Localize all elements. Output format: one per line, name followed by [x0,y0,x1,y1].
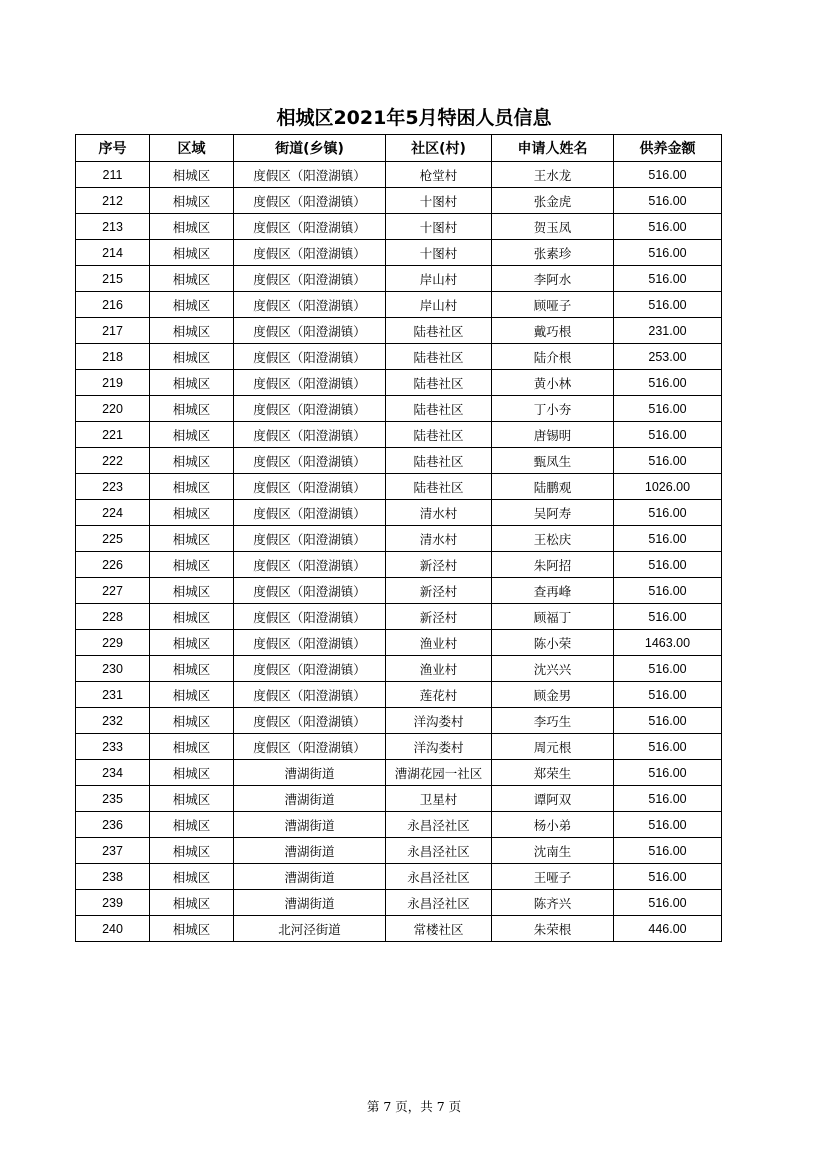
table-row [76,344,722,370]
cell-region: 相城区 [150,682,234,708]
cell-amount: 1026.00 [614,474,722,500]
column-header-serial: 序号 [76,135,150,162]
cell-amount: 516.00 [614,760,722,786]
cell-region: 相城区 [150,890,234,916]
cell-region: 相城区 [150,448,234,474]
column-header-region: 区域 [150,135,234,162]
cell-serial: 236 [76,812,150,838]
cell-amount: 516.00 [614,890,722,916]
cell-community: 永昌泾社区 [386,890,492,916]
cell-amount: 516.00 [614,604,722,630]
cell-amount: 1463.00 [614,630,722,656]
cell-street: 漕湖街道 [234,786,386,812]
cell-applicant: 陆鹏观 [492,474,614,500]
cell-applicant: 顾金男 [492,682,614,708]
cell-serial: 225 [76,526,150,552]
cell-applicant: 沈兴兴 [492,656,614,682]
cell-region: 相城区 [150,344,234,370]
cell-community: 新泾村 [386,604,492,630]
cell-serial: 240 [76,916,150,942]
cell-serial: 226 [76,552,150,578]
cell-applicant: 陈小荣 [492,630,614,656]
table-row [76,838,722,864]
cell-amount: 446.00 [614,916,722,942]
cell-amount: 516.00 [614,578,722,604]
table-row [76,734,722,760]
cell-community: 岸山村 [386,266,492,292]
cell-community: 永昌泾社区 [386,838,492,864]
cell-serial: 238 [76,864,150,890]
table-row [76,916,722,942]
cell-amount: 516.00 [614,422,722,448]
cell-street: 度假区（阳澄湖镇） [234,188,386,214]
cell-applicant: 王哑子 [492,864,614,890]
cell-amount: 516.00 [614,162,722,188]
cell-community: 陆巷社区 [386,422,492,448]
cell-serial: 211 [76,162,150,188]
cell-applicant: 李巧生 [492,708,614,734]
cell-community: 洋沟娄村 [386,708,492,734]
cell-serial: 230 [76,656,150,682]
cell-community: 漕湖花园一社区 [386,760,492,786]
cell-region: 相城区 [150,604,234,630]
cell-region: 相城区 [150,422,234,448]
cell-community: 陆巷社区 [386,344,492,370]
cell-street: 度假区（阳澄湖镇） [234,734,386,760]
cell-region: 相城区 [150,760,234,786]
data-table [75,134,722,942]
cell-serial: 217 [76,318,150,344]
cell-region: 相城区 [150,916,234,942]
header-row [76,135,722,162]
cell-street: 度假区（阳澄湖镇） [234,292,386,318]
table-row [76,396,722,422]
cell-street: 度假区（阳澄湖镇） [234,448,386,474]
cell-street: 度假区（阳澄湖镇） [234,630,386,656]
column-header-applicant: 申请人姓名 [492,135,614,162]
cell-community: 枪堂村 [386,162,492,188]
cell-region: 相城区 [150,786,234,812]
cell-amount: 516.00 [614,812,722,838]
cell-serial: 239 [76,890,150,916]
cell-street: 漕湖街道 [234,760,386,786]
cell-street: 度假区（阳澄湖镇） [234,656,386,682]
table-row [76,214,722,240]
cell-region: 相城区 [150,812,234,838]
cell-region: 相城区 [150,734,234,760]
cell-serial: 223 [76,474,150,500]
table-row [76,656,722,682]
cell-applicant: 吴阿寿 [492,500,614,526]
cell-community: 新泾村 [386,578,492,604]
cell-amount: 516.00 [614,266,722,292]
cell-region: 相城区 [150,526,234,552]
cell-region: 相城区 [150,656,234,682]
table-row [76,760,722,786]
cell-community: 陆巷社区 [386,396,492,422]
cell-community: 陆巷社区 [386,448,492,474]
cell-serial: 231 [76,682,150,708]
cell-serial: 237 [76,838,150,864]
cell-community: 陆巷社区 [386,474,492,500]
cell-serial: 216 [76,292,150,318]
cell-street: 度假区（阳澄湖镇） [234,526,386,552]
cell-street: 度假区（阳澄湖镇） [234,240,386,266]
cell-region: 相城区 [150,240,234,266]
cell-region: 相城区 [150,292,234,318]
cell-street: 度假区（阳澄湖镇） [234,214,386,240]
cell-region: 相城区 [150,708,234,734]
cell-community: 十图村 [386,188,492,214]
cell-region: 相城区 [150,396,234,422]
cell-serial: 229 [76,630,150,656]
cell-region: 相城区 [150,630,234,656]
column-header-street: 街道(乡镇) [234,135,386,162]
cell-street: 度假区（阳澄湖镇） [234,474,386,500]
cell-region: 相城区 [150,162,234,188]
cell-serial: 214 [76,240,150,266]
cell-applicant: 顾福丁 [492,604,614,630]
column-header-amount: 供养金额 [614,135,722,162]
table-row [76,812,722,838]
cell-community: 岸山村 [386,292,492,318]
cell-street: 度假区（阳澄湖镇） [234,682,386,708]
cell-region: 相城区 [150,188,234,214]
table-row [76,604,722,630]
cell-serial: 220 [76,396,150,422]
table-row [76,864,722,890]
cell-amount: 516.00 [614,708,722,734]
cell-serial: 224 [76,500,150,526]
table-row [76,162,722,188]
table-row [76,552,722,578]
table-row [76,474,722,500]
cell-region: 相城区 [150,864,234,890]
table-row [76,266,722,292]
cell-serial: 222 [76,448,150,474]
cell-applicant: 顾哑子 [492,292,614,318]
cell-street: 度假区（阳澄湖镇） [234,396,386,422]
cell-serial: 213 [76,214,150,240]
cell-region: 相城区 [150,318,234,344]
cell-community: 十图村 [386,240,492,266]
cell-applicant: 甄凤生 [492,448,614,474]
table-row [76,292,722,318]
cell-applicant: 谭阿双 [492,786,614,812]
cell-amount: 516.00 [614,240,722,266]
cell-amount: 231.00 [614,318,722,344]
cell-applicant: 贺玉凤 [492,214,614,240]
cell-serial: 219 [76,370,150,396]
table-row [76,578,722,604]
cell-amount: 253.00 [614,344,722,370]
table-row [76,240,722,266]
cell-applicant: 查再峰 [492,578,614,604]
cell-community: 永昌泾社区 [386,812,492,838]
cell-serial: 233 [76,734,150,760]
cell-community: 永昌泾社区 [386,864,492,890]
cell-applicant: 朱阿招 [492,552,614,578]
column-header-community: 社区(村) [386,135,492,162]
cell-amount: 516.00 [614,864,722,890]
table-row [76,630,722,656]
cell-amount: 516.00 [614,734,722,760]
cell-community: 渔业村 [386,630,492,656]
cell-serial: 234 [76,760,150,786]
cell-applicant: 郑荣生 [492,760,614,786]
cell-community: 陆巷社区 [386,318,492,344]
table-row [76,318,722,344]
cell-serial: 221 [76,422,150,448]
cell-serial: 218 [76,344,150,370]
cell-applicant: 朱荣根 [492,916,614,942]
cell-applicant: 王松庆 [492,526,614,552]
cell-applicant: 李阿水 [492,266,614,292]
cell-serial: 227 [76,578,150,604]
cell-street: 漕湖街道 [234,890,386,916]
cell-community: 新泾村 [386,552,492,578]
table-row [76,708,722,734]
cell-street: 度假区（阳澄湖镇） [234,370,386,396]
cell-street: 度假区（阳澄湖镇） [234,422,386,448]
cell-street: 漕湖街道 [234,838,386,864]
cell-amount: 516.00 [614,838,722,864]
cell-serial: 235 [76,786,150,812]
page-title: 相城区2021年5月特困人员信息 [276,107,552,129]
cell-street: 北河泾街道 [234,916,386,942]
cell-applicant: 丁小夯 [492,396,614,422]
cell-amount: 516.00 [614,500,722,526]
cell-applicant: 杨小弟 [492,812,614,838]
cell-street: 度假区（阳澄湖镇） [234,708,386,734]
cell-region: 相城区 [150,266,234,292]
cell-region: 相城区 [150,474,234,500]
cell-street: 漕湖街道 [234,864,386,890]
cell-amount: 516.00 [614,292,722,318]
cell-amount: 516.00 [614,188,722,214]
cell-serial: 212 [76,188,150,214]
cell-community: 常楼社区 [386,916,492,942]
cell-street: 度假区（阳澄湖镇） [234,344,386,370]
cell-applicant: 唐锡明 [492,422,614,448]
cell-street: 度假区（阳澄湖镇） [234,318,386,344]
page-footer: 第 7 页，共 7 页 [366,1099,462,1114]
cell-community: 渔业村 [386,656,492,682]
table-row [76,526,722,552]
cell-applicant: 陈齐兴 [492,890,614,916]
table-row [76,448,722,474]
cell-community: 清水村 [386,500,492,526]
cell-region: 相城区 [150,838,234,864]
cell-community: 十图村 [386,214,492,240]
cell-region: 相城区 [150,214,234,240]
cell-serial: 228 [76,604,150,630]
cell-street: 度假区（阳澄湖镇） [234,266,386,292]
cell-region: 相城区 [150,578,234,604]
cell-applicant: 张素珍 [492,240,614,266]
cell-street: 度假区（阳澄湖镇） [234,162,386,188]
table-row [76,370,722,396]
cell-street: 度假区（阳澄湖镇） [234,552,386,578]
cell-serial: 232 [76,708,150,734]
cell-amount: 516.00 [614,656,722,682]
cell-serial: 215 [76,266,150,292]
cell-community: 清水村 [386,526,492,552]
cell-amount: 516.00 [614,448,722,474]
table-row [76,422,722,448]
cell-applicant: 周元根 [492,734,614,760]
cell-amount: 516.00 [614,214,722,240]
cell-applicant: 沈南生 [492,838,614,864]
table-row [76,188,722,214]
cell-applicant: 戴巧根 [492,318,614,344]
cell-applicant: 陆介根 [492,344,614,370]
cell-amount: 516.00 [614,396,722,422]
cell-street: 度假区（阳澄湖镇） [234,578,386,604]
table-row [76,890,722,916]
cell-street: 漕湖街道 [234,812,386,838]
cell-street: 度假区（阳澄湖镇） [234,604,386,630]
cell-applicant: 黄小林 [492,370,614,396]
cell-amount: 516.00 [614,786,722,812]
cell-region: 相城区 [150,370,234,396]
cell-applicant: 王水龙 [492,162,614,188]
cell-community: 莲花村 [386,682,492,708]
cell-applicant: 张金虎 [492,188,614,214]
cell-region: 相城区 [150,500,234,526]
table-row [76,682,722,708]
cell-region: 相城区 [150,552,234,578]
table-row [76,500,722,526]
cell-amount: 516.00 [614,370,722,396]
cell-amount: 516.00 [614,682,722,708]
cell-community: 洋沟娄村 [386,734,492,760]
cell-community: 卫星村 [386,786,492,812]
cell-community: 陆巷社区 [386,370,492,396]
cell-street: 度假区（阳澄湖镇） [234,500,386,526]
cell-amount: 516.00 [614,526,722,552]
cell-amount: 516.00 [614,552,722,578]
table-row [76,786,722,812]
